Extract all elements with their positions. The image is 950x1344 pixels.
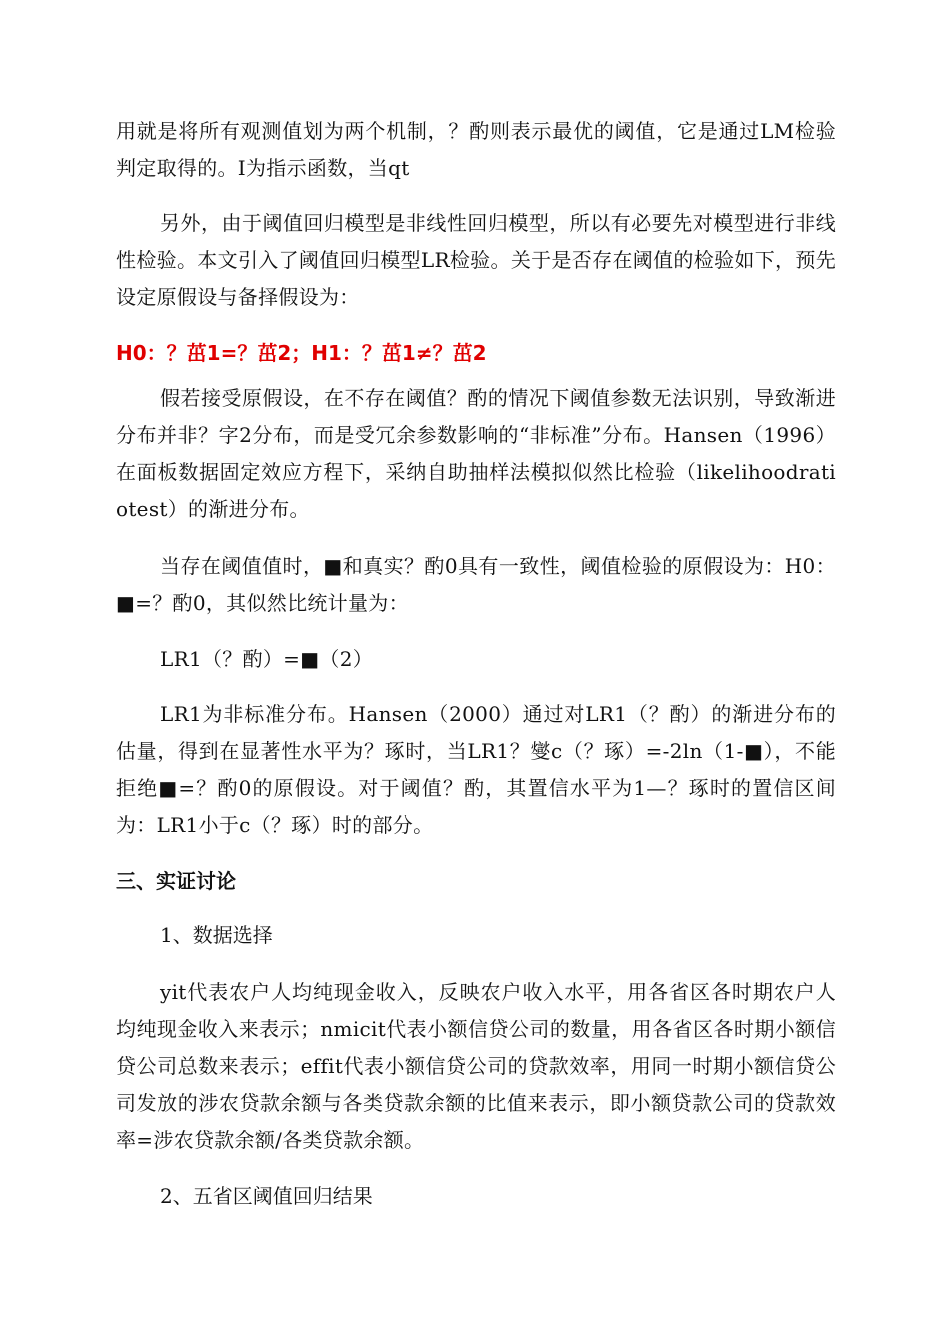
subheading-data-selection: 1、数据选择: [160, 923, 273, 947]
paragraph-likelihood-ratio: 当存在阈值值时，■和真实？酌0具有一致性，阈值检验的原假设为：H0：■=？酌0，其似然比统计量为：: [116, 554, 836, 615]
section-heading-empirical: 三、实证讨论: [116, 869, 236, 893]
equation-lr1: LR1（？酌）=■（2）: [160, 647, 374, 671]
subheading-regression-results: 2、五省区阈值回归结果: [160, 1184, 373, 1208]
paragraph-hansen-2000: LR1为非标准分布。Hansen（2000）通过对LR1（？酌）的渐进分布的估量，得到在显著性水平为？琢时，当LR1？燮c（？琢）=-2ln（1-■），不能拒绝■=？酌0的原假设。对于阈值？酌，其置信水平为1—？琢时的置信区间为：LR1小于c（？琢）时的部分。: [116, 702, 836, 837]
paragraph-nonlinear-test: 另外，由于阈值回归模型是非线性回归模型，所以有必要先对模型进行非线性检验。本文引入了阈值回归模型LR检验。关于是否存在阈值的检验如下，预先设定原假设与备择假设为：: [116, 211, 836, 309]
paragraph-variable-definitions: yit代表农户人均纯现金收入，反映农户收入水平，用各省区各时期农户人均纯现金收入来表示；nmicit代表小额信贷公司的数量，用各省区各时期小额信贷公司总数来表示；effit代表小额信贷公司的贷款效率，用同一时期小额信贷公司发放的涉农贷款余额与各类贷款余额的比值来表示，即小额贷款公司的贷款效率=涉农贷款余额/各类贷款余额。: [116, 980, 836, 1152]
paragraph-hansen-1996: 假若接受原假设，在不存在阈值？酌的情况下阈值参数无法识别，导致渐进分布并非？字2分布，而是受冗余参数影响的“非标准”分布。Hansen（1996）在面板数据固定效应方程下，采纳自助抽样法模拟似然比检验（likelihoodratiotest）的渐进分布。: [116, 386, 836, 521]
paragraph-threshold-definition: 用就是将所有观测值划为两个机制，？酌则表示最优的阈值，它是通过LM检验判定取得的。I为指示函数，当qt: [116, 119, 836, 180]
hypothesis-formula: H0：？茁1=？茁2；H1：？茁1≠？茁2: [116, 341, 487, 365]
